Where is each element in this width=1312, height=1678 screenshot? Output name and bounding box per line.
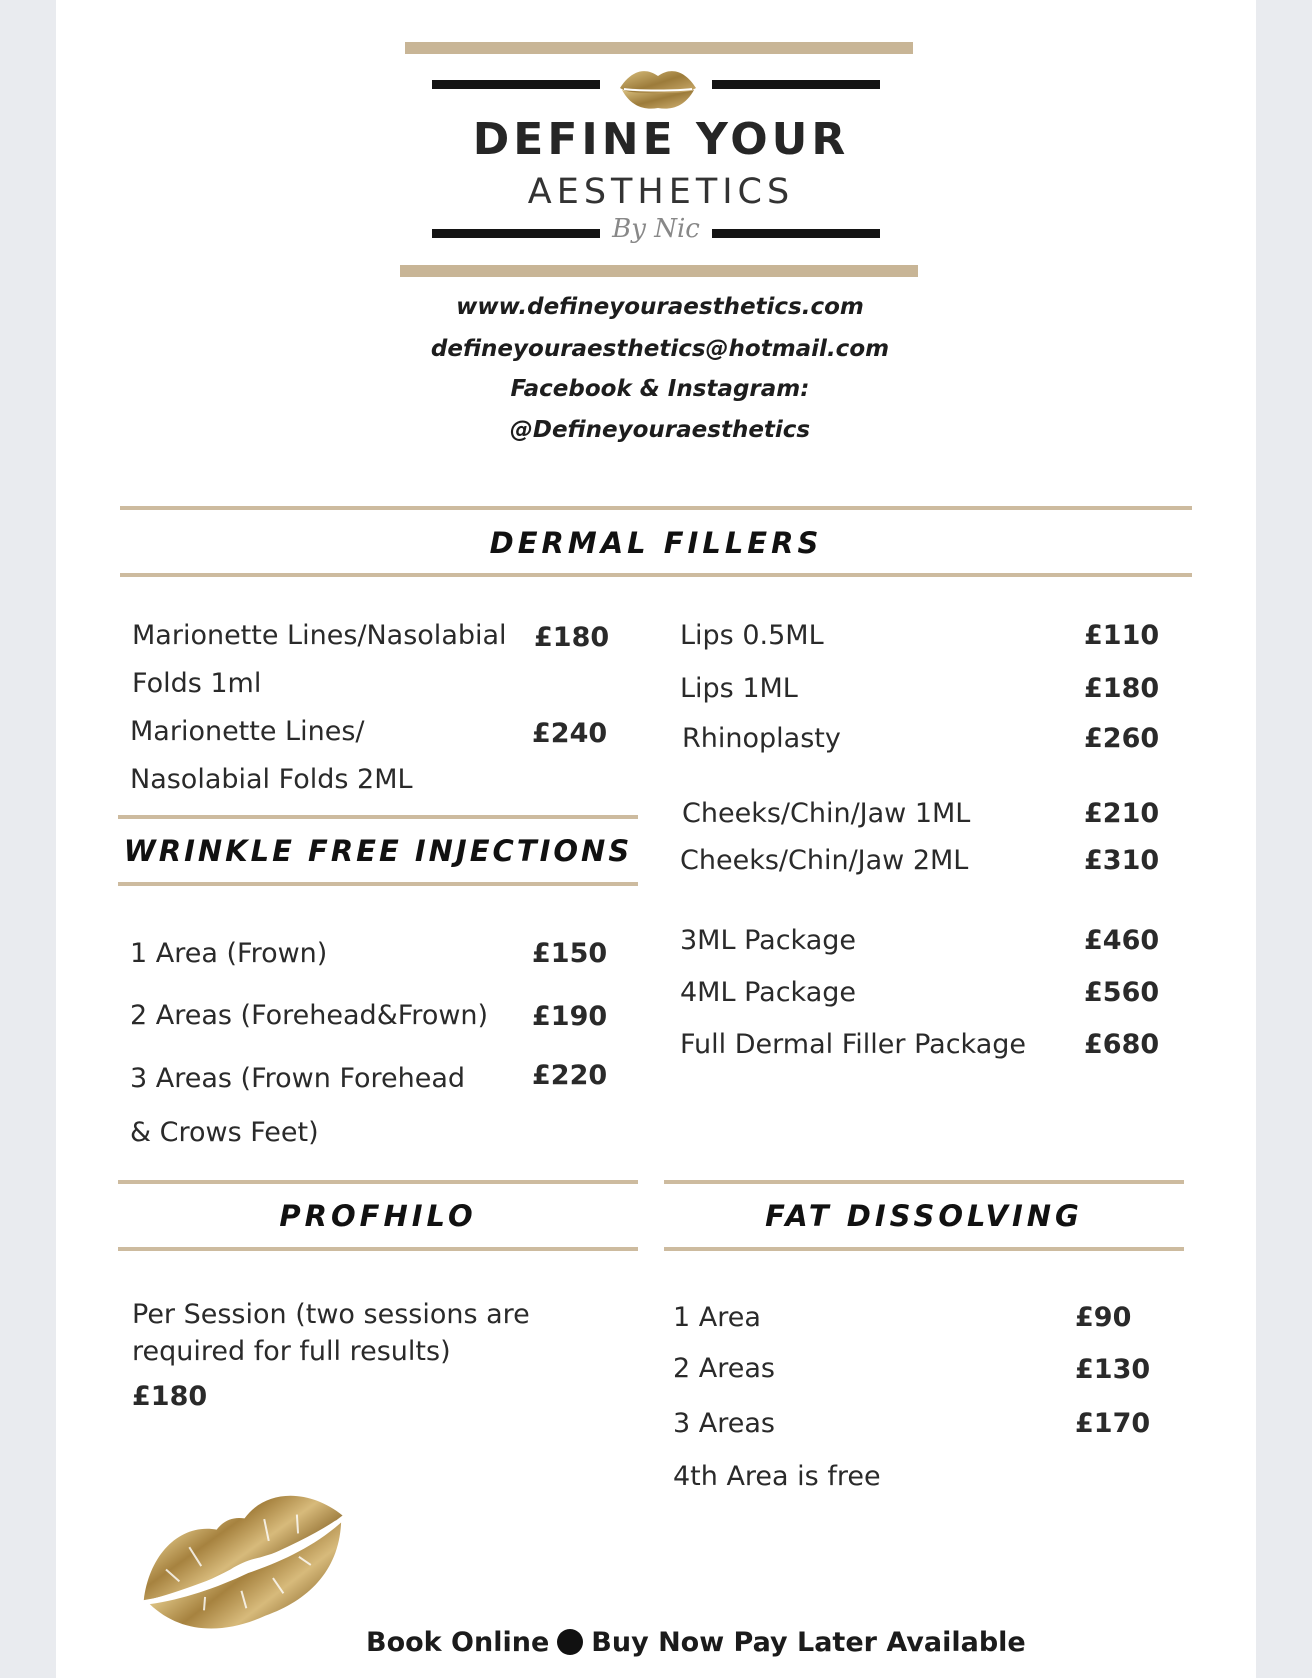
list-item: 3 Areas (Frown Forehead & Crows Feet) [130,1063,466,1148]
contact-website[interactable]: www.defineyouraesthetics.com [456,294,864,320]
list-item: 4ML Package [680,977,857,1008]
contact-social-label: Facebook & Instagram: [510,376,810,402]
logo-bottom-bar [400,265,918,277]
item-price: £150 [532,938,608,969]
logo-top-bar [405,42,913,54]
item-price: £180 [132,1381,208,1412]
list-item: Lips 1ML [680,673,798,704]
section-heading-dermal-fillers: DERMAL FILLERS [489,526,823,560]
logo-rule-right-top [712,80,880,89]
item-price: £170 [1075,1408,1151,1439]
divider [118,882,638,886]
item-price: £220 [532,1060,608,1091]
item-price: £210 [1084,798,1160,829]
brand-line1: DEFINE YOUR [472,114,850,165]
section-heading-fat-dissolving: FAT DISSOLVING [765,1199,1083,1233]
fat-dissolving-note: 4th Area is free [673,1461,881,1492]
divider [120,506,1192,510]
book-online-link[interactable]: Book Online [366,1627,550,1658]
logo-rule-right-bottom [712,229,880,238]
list-item: 2 Areas (Forehead&Frown) [130,1000,489,1031]
profhilo-description: Per Session (two sessions are required for full results) [132,1299,530,1367]
item-price: £130 [1075,1354,1151,1385]
divider [120,573,1192,577]
list-item: 3ML Package [680,925,857,956]
lips-icon [618,64,698,112]
lips-icon [128,1480,358,1640]
item-price: £560 [1084,977,1160,1008]
divider [664,1247,1184,1251]
divider [118,815,638,819]
contact-handle[interactable]: @Defineyouraesthetics [509,417,811,443]
item-price: £180 [534,622,610,653]
bullet-icon [557,1629,583,1655]
list-item: Marionette Lines/ Nasolabial Folds 2ML [130,716,413,795]
list-item: Rhinoplasty [682,723,841,754]
item-price: £460 [1084,925,1160,956]
list-item: Lips 0.5ML [680,620,824,651]
section-heading-profhilo: PROFHILO [279,1199,477,1233]
list-item: Marionette Lines/Nasolabial Folds 1ml [132,620,507,699]
section-heading-wrinkle-free-injections: WRINKLE FREE INJECTIONS [123,834,633,868]
item-price: £680 [1084,1029,1160,1060]
price-list-page [56,0,1256,1678]
item-price: £180 [1084,673,1160,704]
list-item: Cheeks/Chin/Jaw 1ML [682,798,971,829]
divider [118,1180,638,1184]
logo-rule-left-bottom [432,229,600,238]
item-price: £190 [532,1001,608,1032]
item-price: £240 [532,718,608,749]
item-price: £90 [1075,1302,1132,1333]
buy-now-pay-later-text: Buy Now Pay Later Available [591,1627,1026,1658]
item-price: £110 [1084,620,1160,651]
brand-line2: AESTHETICS [527,172,795,212]
divider [118,1247,638,1251]
item-price: £310 [1084,845,1160,876]
brand-signature: By Nic [612,214,700,244]
footer-booking [366,1627,1066,1658]
contact-email[interactable]: defineyouraesthetics@hotmail.com [430,336,890,362]
item-price: £260 [1084,723,1160,754]
logo-rule-left-top [432,80,600,89]
list-item: 1 Area [673,1302,761,1333]
list-item: Cheeks/Chin/Jaw 2ML [680,845,969,876]
divider [664,1180,1184,1184]
list-item: 2 Areas [673,1353,775,1384]
list-item: 1 Area (Frown) [130,938,328,969]
list-item: 3 Areas [673,1408,775,1439]
list-item: Full Dermal Filler Package [680,1029,1026,1060]
